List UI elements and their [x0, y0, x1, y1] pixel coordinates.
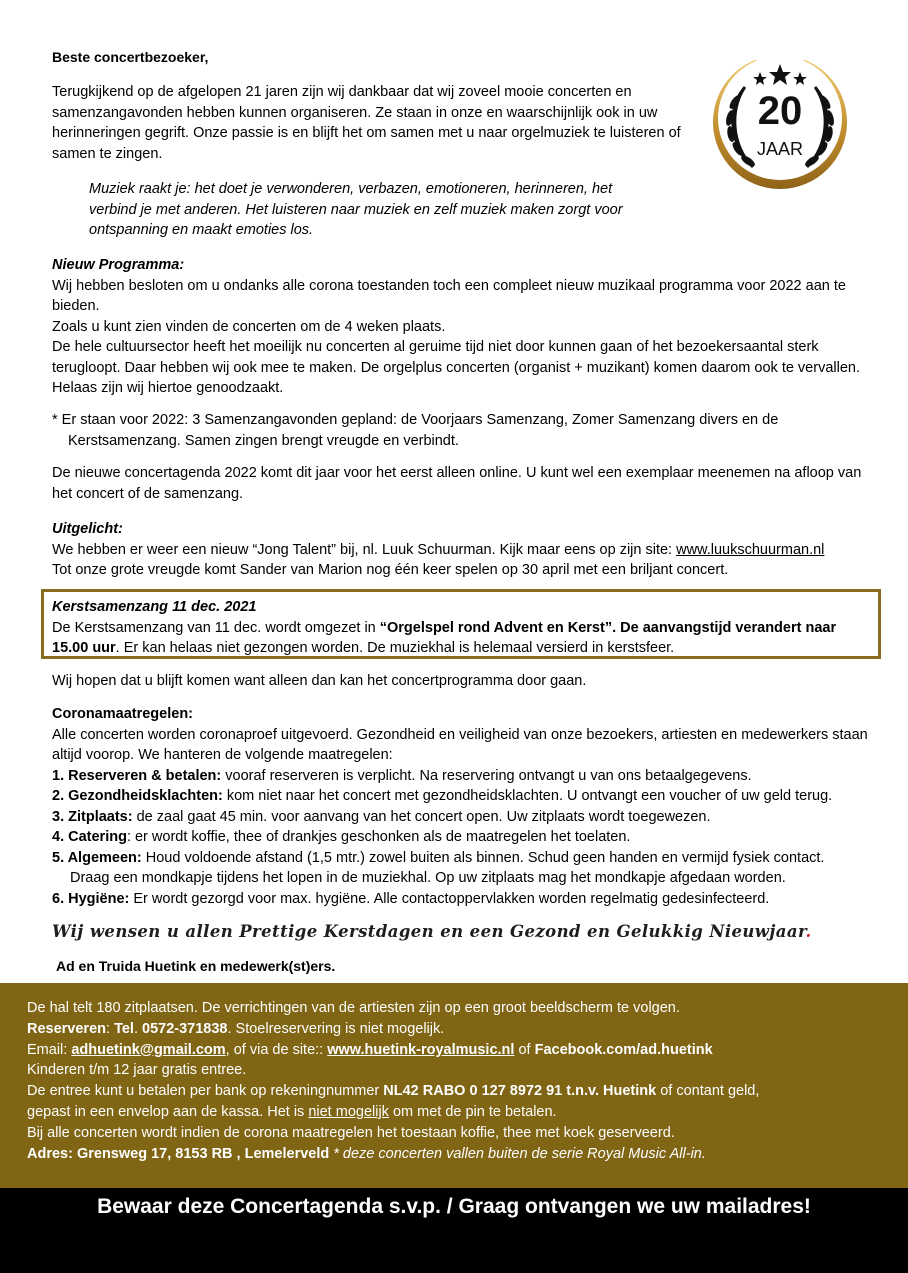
website-link[interactable]: www.huetink-royalmusic.nl	[327, 1041, 515, 1058]
quote-paragraph: Muziek raakt je: het doet je verwonderen, verbazen, emotioneren, herinneren, het verbind je met anderen. Het luisteren naar muziek en zelf muziek maken zorgt voor ontspanning en maakt emoties los.	[89, 181, 623, 238]
program-heading: Nieuw Programma:	[52, 257, 185, 273]
rule-label: 3. Zitplaats:	[52, 808, 133, 825]
rule-label: 1. Reserveren & betalen:	[52, 767, 222, 784]
facebook-link[interactable]: Facebook.com/ad.huetink	[534, 1041, 713, 1058]
tel-dot: .	[133, 1020, 142, 1037]
payment-text: De entree kunt u betalen per bank op rekeningnummer	[27, 1083, 384, 1100]
rule-label: 5. Algemeen:	[52, 849, 142, 866]
corona-rule	[52, 786, 892, 807]
note-line: Kerstsamenzang. Samen zingen brengt vreugde en verbindt.	[68, 432, 459, 449]
agenda-paragraph: De nieuwe concertagenda 2022 komt dit jaar voor het eerst alleen online. U kunt wel een exemplaar meenemen na afloop van het concert of de samenzang.	[52, 465, 862, 502]
corona-heading: Coronamaatregelen:	[52, 706, 194, 722]
corona-rule	[52, 889, 892, 910]
rule-text: de zaal gaat 45 min. voor aanvang van het concert open. Uw zitplaats wordt toegewezen.	[132, 808, 711, 825]
address-note: * deze concerten vallen buiten de serie Royal Music All-in.	[329, 1145, 706, 1162]
tel-label: Tel	[114, 1020, 134, 1037]
info-text	[27, 998, 897, 1164]
email-link[interactable]: adhuetink@gmail.com	[71, 1041, 226, 1058]
rule-text: Er wordt gezorgd voor max. hygiëne. Alle contactoppervlakken worden regelmatig gedesinfecteerd.	[129, 890, 770, 907]
program-line: De hele cultuursector heeft het moeilijk nu concerten al geruime tijd niet door kunnen gaan of het bezoekersaantal sterk terugloopt. Daar hebben wij ook mee te maken. De orgelplus concerten (organist + muzikant) komen daarom ook te vervallen. Helaas zijn wij hiertoe genoodzaakt.	[52, 339, 860, 396]
bank-account: NL42 RABO 0 127 8972 91 t.n.v. Huetink	[383, 1083, 657, 1100]
spotlight-text: We hebben er weer een nieuw “Jong Talent” bij, nl. Luuk Schuurman. Kijk maar eens op zijn site:	[52, 541, 677, 558]
christmas-time: 15.00 uur	[52, 640, 116, 656]
note-line: * Er staan voor 2022: 3 Samenzangavonden gepland: de Voorjaars Samenzang, Zomer Samenzang divers en de	[52, 412, 779, 428]
email-label: Email:	[27, 1041, 72, 1058]
christmas-text-pre: De Kerstsamenzang van 11 dec. wordt omgezet in	[52, 619, 380, 636]
contact-text: , of via de site::	[225, 1041, 328, 1058]
reservation-colon: :	[106, 1020, 115, 1037]
season-greeting	[52, 922, 852, 941]
corona-rule-continued: Draag een mondkapje tijdens het lopen in de muziekhal. Op uw zitplaats mag het mondkapje afgedaan worden.	[70, 870, 786, 886]
payment-text-post: of contant geld,	[656, 1083, 760, 1100]
spotlight-line	[52, 540, 892, 561]
address-line	[27, 1144, 897, 1165]
payment2-underlined: niet mogelijk	[308, 1103, 389, 1120]
christmas-text-post: . Er kan helaas niet gezongen worden. De muziekhal is helemaal versierd in kerstsfeer.	[115, 640, 675, 656]
program-line: Zoals u kunt zien vinden de concerten om de 4 weken plaats.	[52, 318, 446, 335]
luuk-site-link[interactable]: www.luukschuurman.nl	[676, 541, 825, 558]
reservation-line	[27, 1019, 897, 1040]
rule-text: Houd voldoende afstand (1,5 mtr.) zowel buiten als binnen. Schud geen handen en vermijd fysiek contact.	[141, 849, 825, 866]
corona-rule	[52, 766, 892, 787]
corona-section	[52, 704, 892, 909]
phone-number[interactable]: 0572-371838	[142, 1020, 228, 1037]
spotlight-heading: Uitgelicht:	[52, 521, 123, 537]
christmas-notice-box	[41, 589, 881, 659]
spotlight-line: Tot onze grote vreugde komt Sander van Marion nog één keer spelen op 30 april met een briljant concert.	[52, 562, 729, 578]
address: Adres: Grensweg 17, 8153 RB , Lemelerveld	[27, 1145, 330, 1162]
corona-rule	[52, 807, 892, 828]
hope-paragraph: Wij hopen dat u blijft komen want alleen dan kan het concertprogramma door gaan.	[52, 673, 587, 689]
payment-line	[27, 1081, 897, 1102]
kids-line: Kinderen t/m 12 jaar gratis entree.	[27, 1062, 247, 1079]
greeting-text: Wij wensen u allen Prettige Kerstdagen en een Gezond en Gelukkig Nieuwjaar	[52, 922, 806, 941]
program-line: Wij hebben besloten om u ondanks alle corona toestanden toch een compleet nieuw muzikaal programma voor 2022 aan te bieden.	[52, 277, 846, 314]
samenzang-note	[52, 410, 852, 451]
greeting-dot: .	[805, 922, 812, 941]
intro-paragraph: Terugkijkend op de afgelopen 21 jaren zijn wij dankbaar dat wij zoveel mooie concerten en samenzangavonden hebben kunnen organiseren. Ze staan in onze en waarschijnlijk ook in uw herinneringen gegrift. Onze passie is en blijft het om samen met u naar orgelmuziek te luisteren of samen te zingen.	[52, 84, 681, 162]
coffee-line: Bij alle concerten wordt indien de corona maatregelen het toestaan koffie, thee met koek geserveerd.	[27, 1124, 675, 1141]
contact-line	[27, 1040, 897, 1061]
payment2-text-post: om met de pin te betalen.	[388, 1103, 557, 1120]
program-section	[52, 255, 882, 399]
rule-label: 6. Hygiëne:	[52, 890, 130, 907]
rule-label: 2. Gezondheidsklachten:	[52, 788, 223, 804]
christmas-text-bold: “Orgelspel rond Advent en Kerst”. De aanvangstijd verandert naar	[379, 619, 837, 636]
badge-word: JAAR	[756, 139, 804, 159]
reservation-text: . Stoelreservering is niet mogelijk.	[227, 1020, 445, 1037]
payment2-text: gepast in een envelop aan de kassa. Het is	[27, 1103, 309, 1120]
rule-text: : er wordt koffie, thee of drankjes geschonken als de maatregelen het toelaten.	[126, 829, 631, 845]
footer-text: Bewaar deze Concertagenda s.v.p. / Graag ontvangen we uw mailadres!	[97, 1195, 811, 1218]
corona-rule	[52, 848, 892, 869]
payment-line-2	[27, 1102, 897, 1123]
signature: Ad en Truida Huetink en medewerk(st)ers.	[56, 958, 336, 974]
corona-intro: Alle concerten worden coronaproef uitgevoerd. Gezondheid en veiligheid van onze bezoekers, artiesten en medewerkers staan altijd voorop. We hanteren de volgende maatregelen:	[52, 726, 868, 763]
christmas-heading: Kerstsamenzang 11 dec. 2021	[52, 599, 257, 615]
corona-rule	[52, 827, 892, 848]
spotlight-section	[52, 519, 892, 581]
christmas-text	[52, 618, 870, 659]
reservation-label: Reserveren	[27, 1020, 106, 1037]
badge-number: 20	[757, 89, 803, 133]
rule-text: kom niet naar het concert met gezondheidsklachten. U ontvangt een voucher of uw geld terug.	[222, 788, 833, 804]
rule-label: 4. Catering	[52, 829, 127, 845]
salutation: Beste concertbezoeker,	[52, 49, 209, 65]
rule-text: vooraf reserveren is verplicht. Na reservering ontvangt u van ons betaalgegevens.	[221, 767, 752, 784]
20-years-badge	[708, 60, 852, 192]
info-line: De hal telt 180 zitplaatsen. De verrichtingen van de artiesten zijn op een groot beeldscherm te volgen.	[27, 1000, 680, 1016]
contact-of: of	[514, 1041, 535, 1058]
